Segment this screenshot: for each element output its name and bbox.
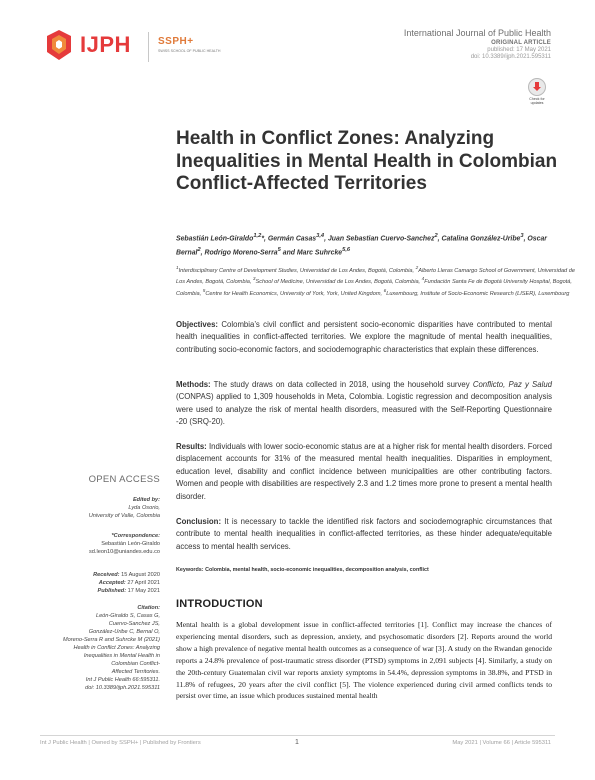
affiliation: Fundación Santa Fe de Bogotá University Hospital, Bogotá, Colombia, — [176, 279, 572, 297]
citation-line: Colombian Conflict- — [111, 661, 160, 667]
keywords-text: Colombia, mental health, socio-economic inequalities, decomposition analysis, conflict — [205, 567, 429, 573]
author-sup: 5 — [277, 246, 281, 253]
affil-num: 5 — [202, 287, 206, 293]
edited-by-label: Edited by: — [132, 497, 160, 503]
citation-line: Cuervo-Sanchez JS, — [108, 621, 160, 627]
conclusion-text: It is necessary to tackle the identified risk factors and sociodemographic circumstances that contribute to mental health inequalities in conflict-affected territories, as these hinder adequate/equitable access to mental health services. — [176, 517, 552, 551]
author-name[interactable]: Rodrigo Moreno-Serra — [204, 249, 278, 257]
author-name[interactable]: Oscar Bernal — [176, 235, 547, 257]
results-label: Results: — [176, 442, 207, 451]
editor-affiliation: University of Valle, Colombia — [88, 513, 160, 519]
journal-header — [301, 28, 551, 60]
open-access-label: OPEN ACCESS — [88, 474, 160, 485]
author-sup: 3 — [520, 233, 524, 239]
updates-label: Check for updates — [529, 97, 545, 105]
methods-text-1: The study draws on data collected in 2018, using the household survey — [213, 380, 470, 389]
page-number: 1 — [295, 739, 299, 746]
author-sup: 1,2 — [253, 233, 262, 239]
journal-name[interactable]: International Journal of Public Health — [403, 28, 551, 38]
author-sup: 5,6 — [342, 246, 351, 253]
author-name[interactable]: Germán Casas — [267, 235, 317, 243]
author-sup: 2 — [197, 246, 201, 253]
keywords — [176, 567, 556, 573]
conclusion-label: Conclusion: — [176, 517, 222, 526]
dates-block — [40, 571, 160, 595]
ssph-logo — [158, 36, 228, 66]
correspondence-email[interactable]: sd.leon10@uniandes.edu.co — [89, 549, 160, 555]
edited-by-block — [40, 496, 160, 520]
abstract-methods — [176, 379, 552, 429]
ijph-logo-mark-icon — [44, 30, 74, 60]
correspondence-name: Sebastián León-Giraldo — [101, 541, 160, 547]
author-name[interactable]: Juan Sebastian Cuervo-Sanchez — [327, 235, 435, 243]
article-title: Health in Conflict Zones: Analyzing Inequalities in Mental Health in Colombian Conflict-Affected Territories — [176, 128, 558, 194]
citation-line: León-Giraldo S, Casas G, — [95, 613, 160, 619]
citation-label: Citation: — [137, 605, 160, 611]
methods-label: Methods: — [176, 380, 211, 389]
abstract-results — [176, 441, 552, 503]
received-date: 15 August 2020 — [121, 572, 160, 578]
correspondence-block — [40, 532, 160, 556]
logo-divider — [148, 32, 149, 62]
citation-line: Int J Public Health 66:595311. — [85, 677, 160, 683]
author-name[interactable]: Marc Suhrcke — [296, 249, 343, 257]
methods-survey-name: Conflicto, Paz y Salud — [472, 380, 552, 389]
author-name[interactable]: Sebastián León-Giraldo — [176, 235, 254, 243]
citation-doi[interactable]: doi: 10.3389/ijph.2021.595311 — [85, 685, 160, 691]
doi-link[interactable]: doi: 10.3389/ijph.2021.595311 — [470, 54, 551, 60]
affiliation: Luxembourg, Institute of Socio-Economic Research (LISER), Luxembourg — [386, 290, 570, 297]
methods-text-2: (CONPAS) applied to 1,309 households in Meta, Colombia. Logistic regression and decomposition analysis were used to analyze the risk of mental health disorders, measured with the Self-Reporting Questionnaire -20 (SRQ-20). — [176, 392, 552, 427]
ijph-logo-text: IJPH — [80, 32, 131, 57]
objectives-label: Objectives: — [176, 320, 219, 329]
ssph-logo-subtext: SWISS SCHOOL OF PUBLIC HEALTH — [158, 49, 221, 53]
footer-journal: Int J Public Health | Owned by SSPH+ | Published by Frontiers — [40, 740, 201, 746]
author-sup: 2 — [434, 233, 438, 239]
citation-line: Health in Conflict Zones: Analyzing — [73, 645, 160, 651]
affiliation: Alberto Lleras Camargo School of Government, Universidad de Los Andes, Bogotá, Colombia, — [176, 267, 575, 286]
abstract-objectives — [176, 319, 552, 356]
article-type: ORIGINAL ARTICLE — [491, 40, 551, 46]
introduction-heading: INTRODUCTION — [176, 598, 263, 610]
updates-icon — [528, 78, 546, 96]
check-for-updates-badge[interactable] — [524, 78, 550, 106]
affiliation: School of Medicine, Universidad de Los Andes, Bogotá, Colombia, — [255, 279, 421, 286]
ijph-logo — [44, 30, 140, 60]
affil-num: 2 — [415, 265, 419, 270]
citation-block — [40, 604, 160, 692]
author-sup: 3,4 — [316, 233, 325, 239]
affil-num: 3 — [252, 276, 256, 282]
ssph-logo-text: SSPH+ — [158, 36, 194, 47]
citation-line: Moreno-Serra R and Suhrcke M (2021) — [62, 637, 160, 643]
keywords-label: Keywords: — [176, 567, 204, 573]
published-date: published: 17 May 2021 — [487, 47, 551, 53]
abstract-conclusion — [176, 516, 552, 553]
accepted-date: 27 April 2021 — [127, 580, 160, 586]
footer-divider — [40, 735, 555, 736]
citation-line: González-Uribe C, Bernal O, — [88, 629, 160, 635]
affiliation: Centre for Health Economics, University of York, York, United Kingdom, — [205, 290, 383, 297]
published-label: Published: — [97, 588, 127, 594]
affiliations — [176, 264, 576, 298]
author-list: Sebastián León-Giraldo$^{1,2}$*, Germán Casas$^{3,4}$, Juan Sebastian Cuervo-Sanchez$^2$, Catalina González-Uribe$^3$, Oscar Bernal$^2$, Rodrigo Moreno-Serra$^5$ and Marc Suhrcke$^{5,6}$ — [176, 233, 547, 257]
affil-num: 4 — [421, 276, 425, 282]
correspondence-label: *Correspondence: — [111, 533, 160, 539]
received-label: Received: — [93, 572, 120, 578]
introduction-text: Mental health is a global development issue in conflict-affected territories [1]. Conflict may increase the chances of experiencing mental disorders, such as depression, anxiety, and psychosomatic disorders [2]. Reports around the world show a high prevalence of negative mental health outcomes as a consequence of war [3]. A study on the Rwandan genocide reports a 24.8% prevalence of post-traumatic stress disorder (PTSD) symptoms in 2,091 subjects [4]. Similarly, a study on the 20th-century Guatemalan civil war reports anxiety symptoms in 54.4%, depression symptoms in 38.8%, and PTSD in 11.8% of refugees, 20 years after the civil conflict [5]. The violence experienced during civil armed conflicts tends to persist over time, an issue which produces sustained mental health — [176, 620, 552, 701]
results-text: Individuals with lower socio-economic status are at a higher risk for mental health disorders. Forced displacement accounts for 31% of the measured mental health inequalities. Disparities in employment, education level, disability and conflict incidence between municipalities are other contributing factors. Women and people with disabilities are respectively 2.3 and 1.2 times more prone to present a mental health disorder. — [176, 442, 552, 501]
author-name[interactable]: Catalina González-Uribe — [441, 235, 521, 243]
affil-num: 1 — [176, 265, 179, 270]
affiliation: Interdisciplinary Centre of Development Studies, Universidad de Los Andes, Bogotá, Colombia, — [178, 267, 415, 274]
objectives-text: Colombia’s civil conflict and persistent socio-economic disparities have contributed to mental health inequalities in conflict-affected territories. We explore the magnitude of mental health inequalities, contributing socio-economic factors, and sociodemographic characteristics that explain these differences. — [176, 320, 552, 354]
published-date-sidebar: 17 May 2021 — [127, 588, 160, 594]
footer-volume: May 2021 | Volume 66 | Article 595311 — [452, 740, 551, 746]
accepted-label: Accepted: — [98, 580, 126, 586]
editor-name: Lyda Osorio, — [128, 505, 160, 511]
citation-line: Inequalities in Mental Health in — [83, 653, 160, 659]
citation-line: Affected Territories. — [111, 669, 160, 675]
affil-num: 6 — [383, 287, 387, 293]
